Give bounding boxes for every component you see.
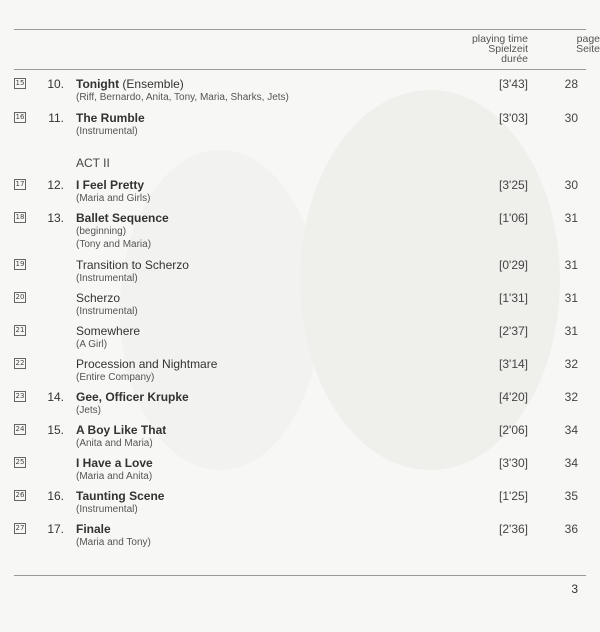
song-number: 14.: [47, 390, 64, 404]
playing-time: [2'36]: [499, 522, 528, 536]
track-number-box: 16: [15, 113, 25, 121]
performers: (Maria and Tony): [76, 537, 151, 548]
playing-time: [3'03]: [499, 111, 528, 125]
page-ref: 31: [564, 291, 578, 305]
performers: (Instrumental): [76, 273, 138, 284]
playing-time: [1'06]: [499, 211, 528, 225]
song-title: [76, 291, 120, 305]
page-ref: 34: [564, 423, 578, 437]
performers: (Instrumental): [76, 504, 138, 515]
track-number-box: 26: [15, 491, 25, 499]
song-title-bold: A Boy Like That: [76, 423, 167, 437]
song-number: 11.: [48, 111, 64, 125]
song-number: 12.: [47, 178, 64, 192]
song-number: 17.: [47, 522, 64, 536]
track-number-box: 23: [15, 392, 25, 400]
song-title: [76, 77, 184, 91]
song-title-bold: The Rumble: [76, 111, 145, 125]
song-title-bold: I Have a Love: [76, 456, 153, 470]
playing-time: [3'25]: [499, 178, 528, 192]
performers: (Riff, Bernardo, Anita, Tony, Maria, Sharks, Jets): [76, 92, 289, 103]
song-title-text: Transition to Scherzo: [76, 258, 189, 272]
song-title: [76, 489, 164, 503]
song-title: [76, 258, 189, 272]
song-title-bold: Gee, Officer Krupke: [76, 390, 189, 404]
header-line: Seite: [576, 43, 600, 55]
header-line: playing time: [471, 33, 528, 45]
performers: (Instrumental): [76, 126, 138, 137]
playing-time: [4'20]: [499, 390, 528, 404]
page-number: 3: [571, 582, 578, 596]
song-number: 13.: [47, 211, 64, 225]
song-title: [76, 178, 144, 192]
song-title: [76, 522, 111, 536]
song-title: [76, 211, 169, 225]
playing-time: [1'25]: [499, 489, 528, 503]
playing-time: [2'37]: [499, 324, 528, 338]
header-line: Spielzeit: [488, 43, 528, 55]
playing-time: [3'14]: [499, 357, 528, 371]
track-number-box: 24: [15, 425, 25, 433]
track-number-box: 19: [15, 260, 25, 268]
header-rule: [14, 69, 586, 70]
song-title: [76, 357, 217, 371]
header-line: durée: [501, 53, 528, 65]
song-title-text: Somewhere: [76, 324, 141, 338]
page-ref: 34: [564, 456, 578, 470]
song-title-bold: Taunting Scene: [76, 489, 165, 503]
page-ref: 35: [564, 489, 578, 503]
page-ref: 32: [564, 357, 578, 371]
playing-time: [2'06]: [499, 423, 528, 437]
performers: (Maria and Anita): [76, 471, 153, 482]
track-number-box: 17: [15, 180, 25, 188]
song-title-text: (Ensemble): [119, 77, 184, 91]
performers: (A Girl): [76, 339, 108, 350]
performers: (Instrumental): [76, 306, 138, 317]
song-title-bold: Ballet Sequence: [76, 211, 169, 225]
performers: (beginning): [76, 226, 127, 237]
performers: (Maria and Girls): [76, 193, 151, 204]
song-number: 16.: [47, 489, 64, 503]
page-ref: 31: [564, 258, 578, 272]
page-ref: 31: [564, 211, 578, 225]
track-number-box: 15: [15, 79, 25, 87]
song-number: 15.: [47, 423, 64, 437]
song-title-text: Procession and Nightmare: [76, 357, 218, 371]
song-title: [76, 456, 153, 470]
page-ref: 30: [564, 178, 578, 192]
song-title-text: Scherzo: [76, 291, 121, 305]
bottom-rule: [14, 575, 586, 576]
track-number-box: 18: [15, 213, 25, 221]
track-number-box: 20: [15, 293, 25, 301]
page-ref: 31: [564, 324, 578, 338]
track-number-box: 27: [15, 524, 25, 532]
performers: (Anita and Maria): [76, 438, 153, 449]
page-ref: 28: [564, 77, 578, 91]
playing-time: [0'29]: [499, 258, 528, 272]
performers: (Entire Company): [76, 372, 155, 383]
page-ref: 36: [564, 522, 578, 536]
top-rule: [14, 29, 586, 30]
song-number: 10.: [47, 77, 64, 91]
page-ref: 30: [564, 111, 578, 125]
performers: (Tony and Maria): [76, 239, 152, 250]
track-number-box: 25: [15, 458, 25, 466]
song-title-bold: I Feel Pretty: [76, 178, 145, 192]
act-label: ACT II: [76, 156, 110, 170]
song-title: [76, 390, 189, 404]
performers: (Jets): [76, 405, 101, 416]
playing-time: [1'31]: [499, 291, 528, 305]
page-ref: 32: [564, 390, 578, 404]
song-title: [76, 111, 145, 125]
playing-time: [3'43]: [499, 77, 528, 91]
song-title: [76, 324, 140, 338]
song-title-bold: Tonight: [76, 77, 120, 91]
track-number-box: 22: [15, 359, 25, 367]
track-number-box: 21: [15, 326, 25, 334]
header-line: page: [576, 33, 600, 45]
playing-time: [3'30]: [499, 456, 528, 470]
song-title: [76, 423, 166, 437]
song-title-bold: Finale: [76, 522, 111, 536]
